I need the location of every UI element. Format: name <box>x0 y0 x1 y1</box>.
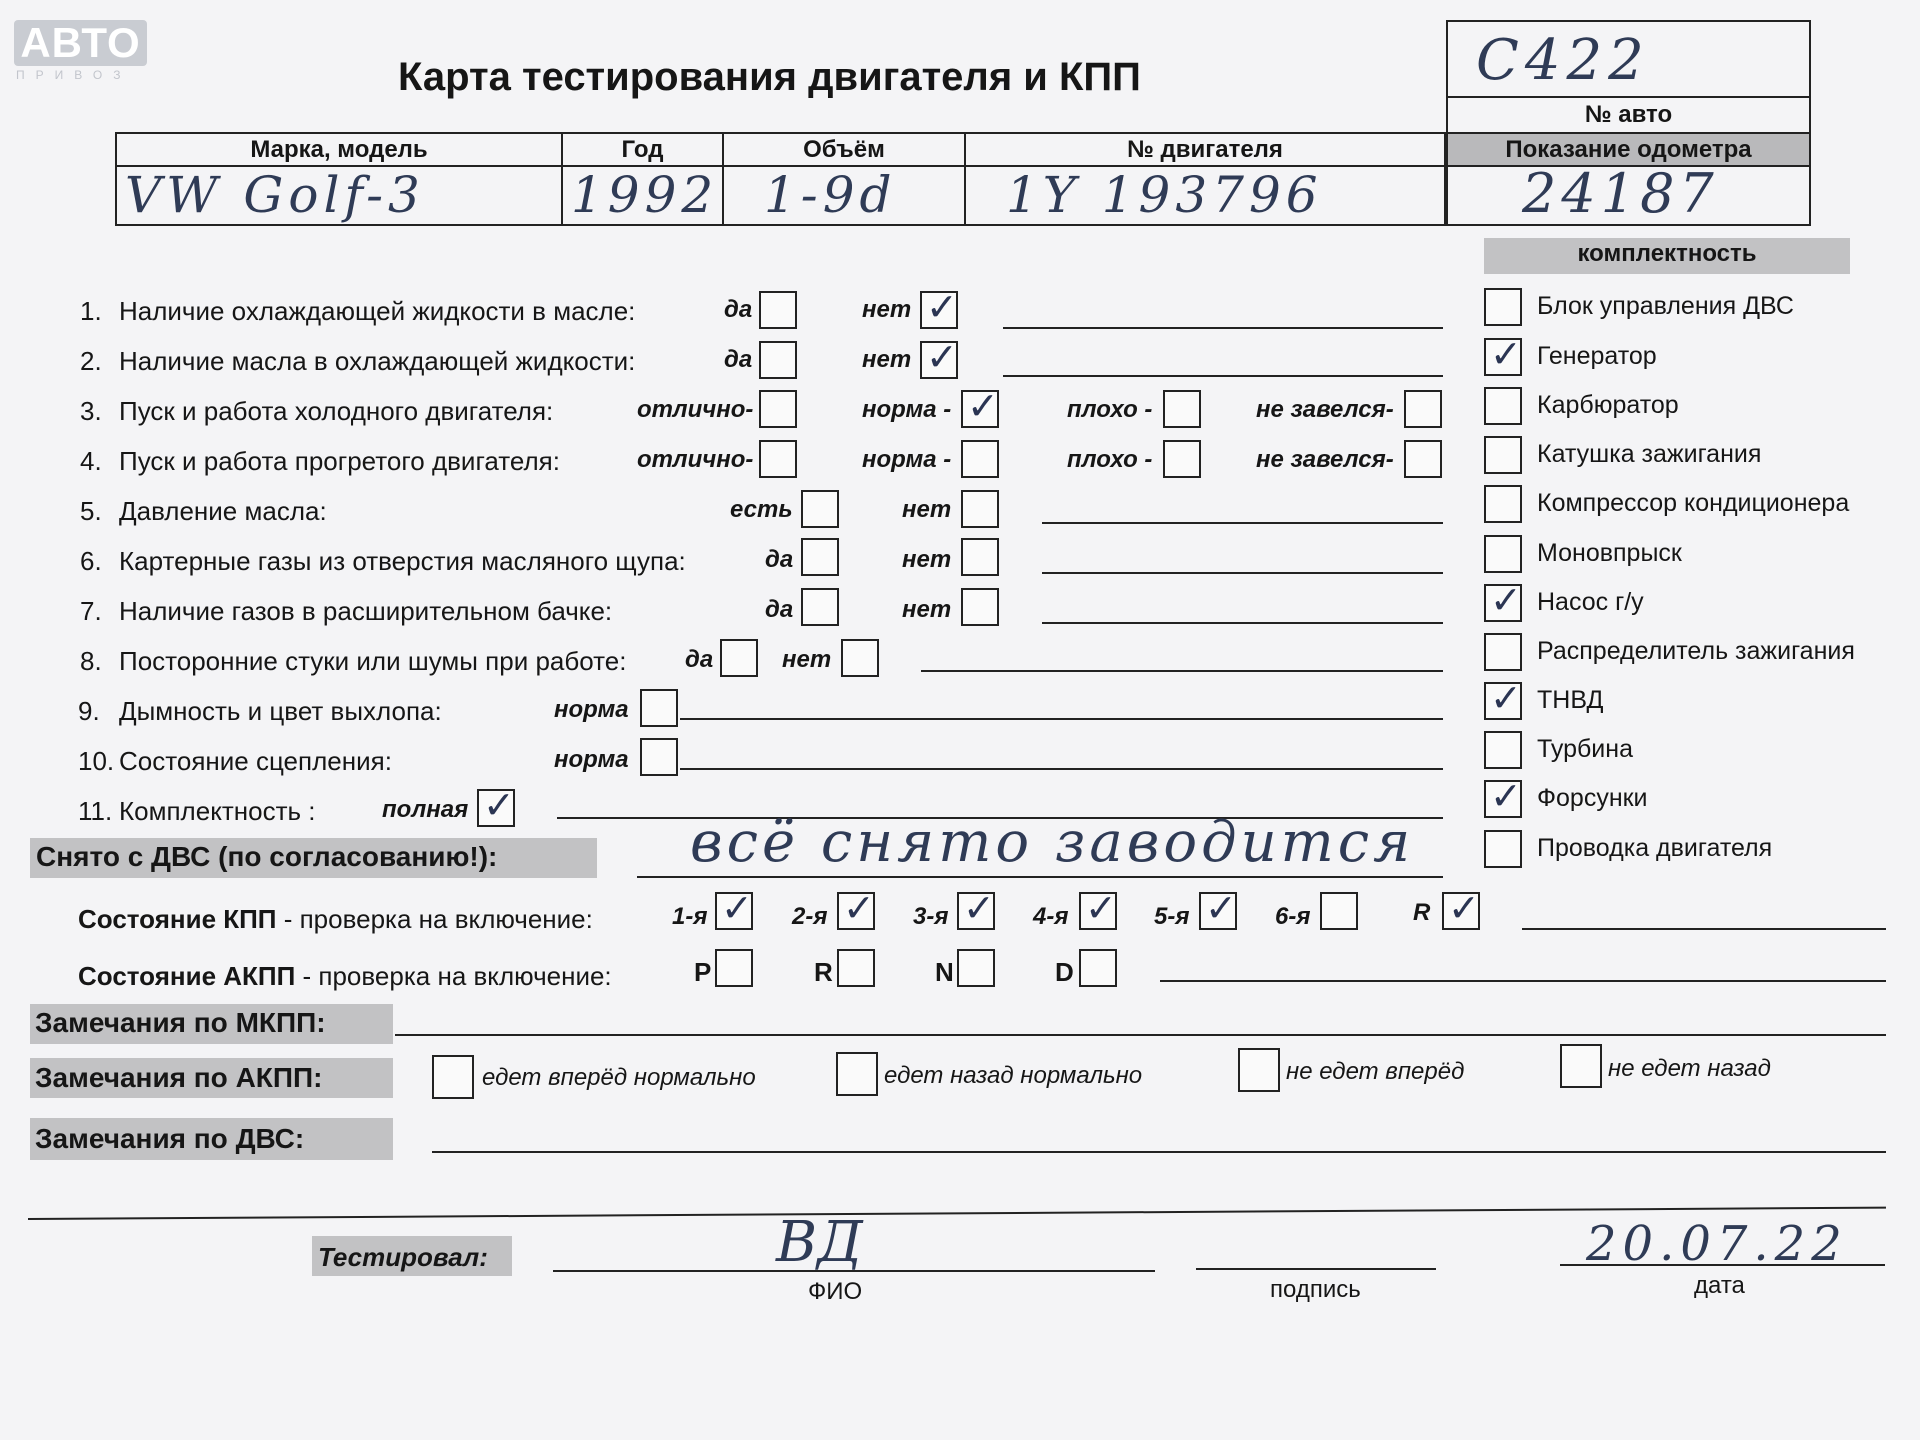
gear-checkbox[interactable] <box>837 886 875 930</box>
option-label: да <box>765 596 794 623</box>
header-cell-year <box>563 134 724 224</box>
completeness-item: Распределитель зажигания <box>1537 637 1855 665</box>
completeness-item: Форсунки <box>1537 784 1648 812</box>
completeness-item: ТНВД <box>1537 686 1604 714</box>
option-label: есть <box>730 496 793 523</box>
option-label: норма <box>554 746 629 773</box>
akpp-remark-checkbox[interactable] <box>1560 1044 1602 1088</box>
checkmark-icon: ✓ <box>1490 774 1522 818</box>
question-text: Пуск и работа холодного двигателя: <box>119 396 554 426</box>
completeness-checkbox[interactable] <box>1484 436 1522 474</box>
option-label: норма <box>554 696 629 723</box>
option-label: нет <box>862 296 912 323</box>
checkmark-icon: ✓ <box>1490 332 1522 376</box>
option-label: да <box>724 296 753 323</box>
completeness-checkbox[interactable] <box>1484 633 1522 671</box>
question-number: 11. <box>78 796 113 826</box>
option-label: норма - <box>862 396 952 423</box>
akpp-remark-option: едет вперёд нормально <box>482 1064 756 1091</box>
mode-label: R <box>814 957 833 987</box>
logo: АВТО <box>20 19 141 66</box>
question-number: 9. <box>78 696 100 726</box>
option-label: полная <box>382 796 469 823</box>
header-value-model: VW Golf-3 <box>125 166 425 224</box>
header-label-year: Год <box>563 134 722 167</box>
header-label-volume: Объём <box>724 134 964 167</box>
option-checkbox[interactable] <box>477 783 515 827</box>
header-cell-volume <box>724 134 966 224</box>
date-label: дата <box>1694 1272 1745 1299</box>
akpp-remark-option: едет назад нормально <box>884 1062 1143 1089</box>
kpp-label-bold: Состояние КПП <box>78 904 277 934</box>
option-checkbox[interactable] <box>841 639 879 677</box>
option-checkbox[interactable] <box>640 689 678 727</box>
fio-handwritten-value: ВД <box>776 1210 863 1275</box>
option-label: нет <box>902 596 952 623</box>
mode-label: D <box>1055 957 1074 987</box>
akpp-answer-line <box>1160 980 1886 982</box>
odometer-label: Показание одометра <box>1448 132 1809 167</box>
akpp-remark-checkbox[interactable] <box>432 1055 474 1099</box>
completeness-checkbox[interactable] <box>1484 485 1522 523</box>
option-label: норма - <box>862 446 952 473</box>
completeness-checkbox[interactable] <box>1484 387 1522 425</box>
checkmark-icon: ✓ <box>1085 886 1117 930</box>
checkmark-icon: ✓ <box>1490 676 1522 720</box>
checkmark-icon: ✓ <box>721 886 753 930</box>
option-checkbox[interactable] <box>720 639 758 677</box>
answer-line <box>680 718 1443 720</box>
option-label: нет <box>782 646 832 673</box>
removed-label: Снято с ДВС (по согласованию!): <box>36 841 498 872</box>
option-checkbox[interactable] <box>961 588 999 626</box>
completeness-item: Моновпрыск <box>1537 539 1682 567</box>
signature-label: подпись <box>1270 1276 1361 1303</box>
gear-checkbox[interactable] <box>1320 892 1358 930</box>
completeness-item: Катушка зажигания <box>1537 440 1762 468</box>
answer-line <box>1042 622 1443 624</box>
header-label-engine-number: № двигателя <box>966 134 1444 167</box>
mode-label: N <box>935 957 954 987</box>
gear-label: R <box>1413 899 1431 926</box>
kpp-label-rest: - проверка на включение: <box>276 904 593 934</box>
gear-label: 3-я <box>913 903 949 930</box>
vehicle-header-table <box>115 132 1446 226</box>
question-text: Посторонние стуки или шумы при работе: <box>119 646 627 676</box>
checkmark-icon: ✓ <box>926 335 958 379</box>
question-text: Наличие охлаждающей жидкости в масле: <box>119 296 636 326</box>
auto-number-value: C422 <box>1476 28 1650 93</box>
option-label: нет <box>862 346 912 373</box>
dvs-remarks-line-1 <box>432 1151 1886 1153</box>
gear-checkbox[interactable] <box>715 886 753 930</box>
question-number: 7. <box>80 596 102 626</box>
option-label: отлично- <box>637 446 754 473</box>
completeness-item: Проводка двигателя <box>1537 834 1773 862</box>
completeness-checkbox[interactable] <box>1484 676 1522 720</box>
option-label: нет <box>902 546 952 573</box>
gear-checkbox[interactable] <box>1199 886 1237 930</box>
gear-label: 4-я <box>1033 903 1069 930</box>
question-number: 6. <box>80 546 102 576</box>
question-text: Картерные газы из отверстия масляного щупа: <box>119 546 686 576</box>
header-value-year: 1992 <box>571 166 719 224</box>
question-text: Состояние сцепления: <box>119 746 392 776</box>
mode-checkbox[interactable] <box>957 949 995 987</box>
question-number: 3. <box>80 396 102 426</box>
completeness-checkbox[interactable] <box>1484 288 1522 326</box>
auto-number-box <box>1446 20 1811 226</box>
completeness-checkbox[interactable] <box>1484 578 1522 622</box>
completeness-item: Блок управления ДВС <box>1537 292 1794 320</box>
option-checkbox[interactable] <box>1163 390 1201 428</box>
completeness-checkbox[interactable] <box>1484 731 1522 769</box>
date-line <box>1560 1264 1885 1266</box>
question-number: 10. <box>78 746 115 776</box>
option-label: нет <box>902 496 952 523</box>
dvs-remarks-label: Замечания по ДВС: <box>35 1123 305 1154</box>
option-checkbox[interactable] <box>920 285 958 329</box>
checkmark-icon: ✓ <box>967 384 999 428</box>
option-checkbox[interactable] <box>961 384 999 428</box>
option-label: плохо - <box>1067 396 1153 423</box>
odometer-value: 24187 <box>1522 162 1719 225</box>
question-text: Дымность и цвет выхлопа: <box>119 696 442 726</box>
option-label: не завелся- <box>1256 446 1394 473</box>
option-checkbox[interactable] <box>759 291 797 329</box>
gear-label: 6-я <box>1275 903 1311 930</box>
answer-line <box>1042 572 1443 574</box>
option-checkbox[interactable] <box>961 538 999 576</box>
tested-label: Тестировал: <box>318 1242 488 1272</box>
mode-label: P <box>694 957 712 987</box>
option-label: плохо - <box>1067 446 1153 473</box>
checkmark-icon: ✓ <box>1448 886 1480 930</box>
completeness-item: Генератор <box>1537 342 1657 370</box>
akpp-remarks-label: Замечания по АКПП: <box>35 1062 323 1093</box>
logo-subtitle: ПРИВОЗ <box>16 68 132 82</box>
kpp-label <box>78 904 593 935</box>
answer-line <box>680 768 1443 770</box>
header-value-volume: 1-9d <box>764 166 897 224</box>
date-handwritten-value: 20.07.22 <box>1586 1216 1848 1272</box>
akpp-label <box>78 961 612 992</box>
option-checkbox[interactable] <box>759 390 797 428</box>
gear-label: 1-я <box>672 903 708 930</box>
question-text: Давление масла: <box>119 496 327 526</box>
question-text: Комплектность : <box>119 796 316 826</box>
removed-handwritten-value: всё снято заводится <box>690 810 1415 875</box>
option-checkbox[interactable] <box>759 341 797 379</box>
answer-line <box>1003 327 1443 329</box>
question-text: Наличие газов в расширительном бачке: <box>119 596 613 626</box>
option-label: да <box>765 546 794 573</box>
header-cell-engine-number <box>966 134 1444 224</box>
answer-line <box>1003 375 1443 377</box>
checkmark-icon: ✓ <box>483 783 515 827</box>
checkmark-icon: ✓ <box>1490 578 1522 622</box>
question-number: 1. <box>80 296 102 326</box>
question-number: 4. <box>80 446 102 476</box>
akpp-label-bold: Состояние АКПП <box>78 961 296 991</box>
akpp-remark-checkbox[interactable] <box>1238 1048 1280 1092</box>
fio-line <box>553 1270 1155 1272</box>
akpp-remark-option: не едет вперёд <box>1286 1058 1465 1085</box>
question-number: 2. <box>80 346 102 376</box>
answer-line <box>921 670 1443 672</box>
completeness-title: комплектность <box>1577 240 1757 267</box>
option-checkbox[interactable] <box>759 440 797 478</box>
option-label: не завелся- <box>1256 396 1394 423</box>
completeness-checkbox[interactable] <box>1484 830 1522 868</box>
checkmark-icon: ✓ <box>963 886 995 930</box>
header-cell-model <box>117 134 563 224</box>
answer-line <box>1042 522 1443 524</box>
option-label: отлично- <box>637 396 754 423</box>
option-label: да <box>724 346 753 373</box>
mode-checkbox[interactable] <box>715 949 753 987</box>
auto-number-label: № авто <box>1448 96 1809 132</box>
removed-answer-line <box>637 876 1443 878</box>
gear-label: 5-я <box>1154 903 1190 930</box>
option-checkbox[interactable] <box>961 490 999 528</box>
option-checkbox[interactable] <box>801 538 839 576</box>
signature-line <box>1196 1268 1436 1270</box>
checkmark-icon: ✓ <box>1205 886 1237 930</box>
question-text: Наличие масла в охлаждающей жидкости: <box>119 346 636 376</box>
kpp-answer-line <box>1522 928 1886 930</box>
completeness-item: Насос г/у <box>1537 588 1644 616</box>
completeness-checkbox[interactable] <box>1484 332 1522 376</box>
checkmark-icon: ✓ <box>926 285 958 329</box>
gear-checkbox[interactable] <box>1442 886 1480 930</box>
akpp-remark-checkbox[interactable] <box>836 1052 878 1096</box>
option-checkbox[interactable] <box>640 738 678 776</box>
akpp-remark-option: не едет назад <box>1608 1055 1771 1082</box>
header-value-engine-number: 1Y 193796 <box>1006 166 1323 224</box>
header-label-model: Марка, модель <box>117 134 561 167</box>
completeness-checkbox[interactable] <box>1484 535 1522 573</box>
checkmark-icon: ✓ <box>843 886 875 930</box>
mkpp-remarks-line <box>395 1034 1886 1036</box>
fio-label: ФИО <box>808 1278 863 1305</box>
option-checkbox[interactable] <box>920 335 958 379</box>
question-text: Пуск и работа прогретого двигателя: <box>119 446 560 476</box>
gear-checkbox[interactable] <box>1079 886 1117 930</box>
option-checkbox[interactable] <box>801 588 839 626</box>
akpp-label-rest: - проверка на включение: <box>295 961 612 991</box>
mkpp-remarks-label: Замечания по МКПП: <box>35 1007 326 1038</box>
completeness-item: Турбина <box>1537 735 1633 763</box>
completeness-checkbox[interactable] <box>1484 774 1522 818</box>
option-checkbox[interactable] <box>1404 390 1442 428</box>
completeness-item: Карбюратор <box>1537 391 1679 419</box>
completeness-item: Компрессор кондиционера <box>1537 489 1850 517</box>
option-label: да <box>685 646 714 673</box>
option-checkbox[interactable] <box>961 440 999 478</box>
mode-checkbox[interactable] <box>837 949 875 987</box>
question-number: 5. <box>80 496 102 526</box>
gear-label: 2-я <box>792 903 828 930</box>
option-checkbox[interactable] <box>1404 440 1442 478</box>
option-checkbox[interactable] <box>801 490 839 528</box>
option-checkbox[interactable] <box>1163 440 1201 478</box>
gear-checkbox[interactable] <box>957 886 995 930</box>
page-title: Карта тестирования двигателя и КПП <box>398 55 1141 99</box>
question-number: 8. <box>80 646 102 676</box>
mode-checkbox[interactable] <box>1079 949 1117 987</box>
